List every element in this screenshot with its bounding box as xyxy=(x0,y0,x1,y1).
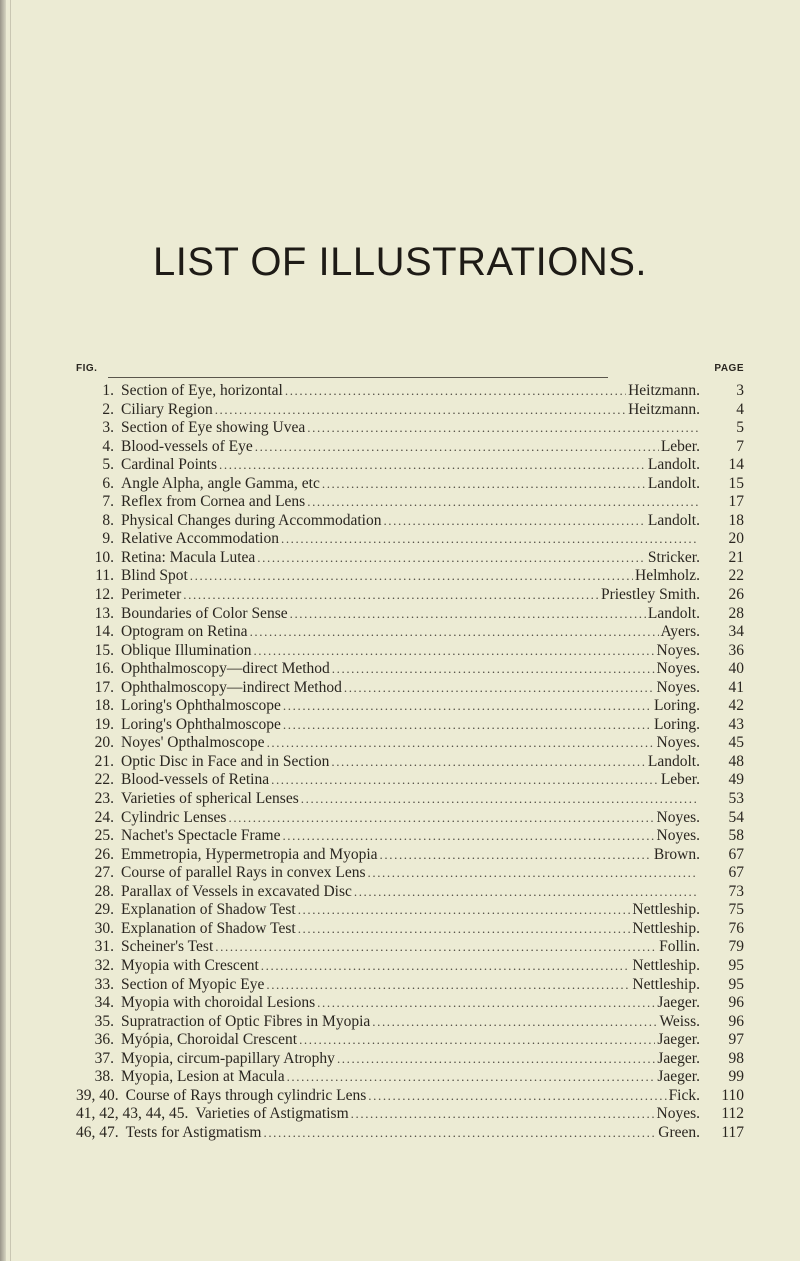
list-item xyxy=(76,493,744,512)
fig-number: 36. xyxy=(94,1031,114,1049)
illustration-source: Heitzmann. xyxy=(628,400,700,418)
dot-leader xyxy=(271,771,659,790)
list-item xyxy=(76,456,744,475)
column-headers xyxy=(76,362,744,376)
fig-number: 5. xyxy=(102,456,114,474)
page-number: 43 xyxy=(728,715,744,733)
fig-number: 8. xyxy=(102,511,114,529)
header-rule xyxy=(108,377,608,378)
list-item xyxy=(76,753,744,772)
page-column-header: PAGE xyxy=(714,363,744,374)
dot-leader xyxy=(283,716,652,735)
fig-number: 23. xyxy=(94,790,114,808)
list-item xyxy=(76,920,744,939)
list-item xyxy=(76,697,744,716)
illustration-source: Weiss. xyxy=(659,1012,700,1030)
page-edge-line xyxy=(10,0,11,1261)
illustration-title: Myopia with choroidal Lesions xyxy=(121,994,316,1012)
illustration-source: Brown. xyxy=(653,845,700,863)
page-number: 18 xyxy=(728,511,744,529)
list-item xyxy=(76,790,744,809)
dot-leader xyxy=(250,623,659,642)
dot-leader xyxy=(344,679,655,698)
fig-number: 34. xyxy=(94,994,114,1012)
list-item xyxy=(76,549,744,568)
list-item xyxy=(76,623,744,642)
list-item xyxy=(76,846,744,865)
fig-number: 41, 42, 43, 44, 45. xyxy=(76,1105,189,1123)
page-edge xyxy=(0,0,6,1261)
page-title: LIST OF ILLUSTRATIONS. xyxy=(152,240,648,284)
dot-leader xyxy=(331,753,646,772)
page-number: 36 xyxy=(728,641,744,659)
illustration-source: Noyes. xyxy=(656,641,700,659)
fig-number: 1. xyxy=(102,382,114,399)
illustration-title: Myopia, Lesion at Macula xyxy=(121,1068,285,1086)
illustration-source: Noyes. xyxy=(656,678,700,696)
illustration-source: Landolt. xyxy=(647,752,700,770)
illustration-source: Loring. xyxy=(653,715,700,733)
dot-leader xyxy=(383,512,645,531)
page-number: 28 xyxy=(728,604,744,622)
illustration-title: Nachet's Spectacle Frame xyxy=(121,827,281,845)
illustration-title: Varieties of Astigmatism xyxy=(195,1105,349,1123)
illustration-source: Loring. xyxy=(653,697,700,715)
list-item xyxy=(76,1105,744,1124)
page-number: 34 xyxy=(728,623,744,641)
illustration-source: Heitzmann. xyxy=(628,382,700,399)
page-number: 75 xyxy=(728,901,744,919)
page-number: 49 xyxy=(728,771,744,789)
dot-leader xyxy=(322,475,646,494)
fig-number: 11. xyxy=(95,567,114,585)
list-item xyxy=(76,586,744,605)
page-number: 76 xyxy=(728,919,744,937)
fig-number: 26. xyxy=(94,845,114,863)
illustration-source: Noyes. xyxy=(656,734,700,752)
illustration-source: Helmholz. xyxy=(635,567,700,585)
dot-leader xyxy=(298,901,631,920)
fig-number: 35. xyxy=(94,1012,114,1030)
fig-number: 7. xyxy=(102,493,114,511)
list-item xyxy=(76,679,744,698)
list-item xyxy=(76,883,744,902)
page-number: 21 xyxy=(728,548,744,566)
list-item xyxy=(76,1031,744,1050)
fig-number: 17. xyxy=(94,678,114,696)
dot-leader xyxy=(267,734,655,753)
illustration-title: Course of parallel Rays in convex Lens xyxy=(121,864,366,882)
dot-leader xyxy=(183,586,599,605)
page-number: 17 xyxy=(728,493,744,511)
illustration-title: Myopia with Crescent xyxy=(121,956,259,974)
illustration-source: Ayers. xyxy=(660,623,700,641)
dot-leader xyxy=(287,1068,656,1087)
list-item xyxy=(76,771,744,790)
illustration-title: Optic Disc in Face and in Section xyxy=(121,752,330,770)
illustration-source: Jaeger. xyxy=(657,1068,700,1086)
fig-number: 4. xyxy=(102,437,114,455)
page-number: 79 xyxy=(728,938,744,956)
fig-number: 21. xyxy=(94,752,114,770)
dot-leader xyxy=(285,382,626,401)
illustration-title: Noyes' Opthalmoscope xyxy=(121,734,265,752)
illustration-title: Course of Rays through cylindric Lens xyxy=(125,1086,367,1104)
fig-number: 30. xyxy=(94,919,114,937)
list-item xyxy=(76,475,744,494)
illustration-source: Landolt. xyxy=(647,604,700,622)
fig-number: 31. xyxy=(94,938,114,956)
dot-leader xyxy=(368,1087,666,1106)
illustration-title: Blind Spot xyxy=(121,567,188,585)
dot-leader xyxy=(301,790,698,809)
fig-column-header: FIG. xyxy=(76,363,98,374)
fig-number: 16. xyxy=(94,660,114,678)
list-item xyxy=(76,530,744,549)
page-number: 4 xyxy=(736,400,744,418)
fig-number: 37. xyxy=(94,1049,114,1067)
fig-number: 27. xyxy=(94,864,114,882)
fig-number: 9. xyxy=(102,530,114,548)
list-item xyxy=(76,1050,744,1069)
illustration-source: Stricker. xyxy=(647,548,700,566)
list-item xyxy=(76,957,744,976)
fig-number: 13. xyxy=(94,604,114,622)
page-number: 15 xyxy=(728,474,744,492)
fig-number: 2. xyxy=(102,400,114,418)
dot-leader xyxy=(332,660,655,679)
dot-leader xyxy=(261,957,631,976)
dot-leader xyxy=(219,456,646,475)
fig-number: 39, 40. xyxy=(76,1086,119,1104)
fig-number: 15. xyxy=(94,641,114,659)
illustration-title: Scheiner's Test xyxy=(121,938,214,956)
list-item xyxy=(76,864,744,883)
fig-number: 38. xyxy=(94,1068,114,1086)
illustration-title: Loring's Ophthalmoscope xyxy=(121,715,281,733)
illustration-title: Oblique Illumination xyxy=(121,641,252,659)
illustration-source: Follin. xyxy=(659,938,700,956)
dot-leader xyxy=(253,642,654,661)
page-number: 41 xyxy=(728,678,744,696)
dot-leader xyxy=(281,530,698,549)
dot-leader xyxy=(215,401,626,420)
list-item xyxy=(76,438,744,457)
illustration-source: Priestley Smith. xyxy=(600,586,700,604)
illustration-title: Relative Accommodation xyxy=(121,530,279,548)
illustration-title: Section of Eye, horizontal xyxy=(121,382,283,399)
fig-number: 6. xyxy=(102,474,114,492)
list-item xyxy=(76,994,744,1013)
fig-number: 14. xyxy=(94,623,114,641)
list-item xyxy=(76,382,744,401)
illustration-source: Jaeger. xyxy=(657,1049,700,1067)
fig-number: 25. xyxy=(94,827,114,845)
illustration-title: Perimeter xyxy=(121,586,182,604)
list-item xyxy=(76,605,744,624)
page-number: 95 xyxy=(728,975,744,993)
page-number: 48 xyxy=(728,752,744,770)
list-item xyxy=(76,976,744,995)
illustration-source: Landolt. xyxy=(647,456,700,474)
page-number: 42 xyxy=(728,697,744,715)
list-item xyxy=(76,642,744,661)
list-item xyxy=(76,1087,744,1106)
fig-number: 29. xyxy=(94,901,114,919)
illustration-title: Loring's Ophthalmoscope xyxy=(121,697,281,715)
fig-number: 46, 47. xyxy=(76,1123,119,1141)
illustration-title: Ophthalmoscopy—direct Method xyxy=(121,660,330,678)
dot-leader xyxy=(255,438,659,457)
page-number: 117 xyxy=(721,1123,744,1141)
fig-number: 20. xyxy=(94,734,114,752)
page-number: 96 xyxy=(728,1012,744,1030)
fig-number: 24. xyxy=(94,808,114,826)
fig-number: 18. xyxy=(94,697,114,715)
list-item xyxy=(76,1124,744,1143)
illustration-title: Ophthalmoscopy—indirect Method xyxy=(121,678,342,696)
fig-number: 12. xyxy=(94,586,114,604)
page-number: 110 xyxy=(721,1086,744,1104)
illustration-source: Noyes. xyxy=(656,808,700,826)
page-number: 14 xyxy=(728,456,744,474)
illustration-title: Myopia, circum-papillary Atrophy xyxy=(121,1049,335,1067)
list-item xyxy=(76,1013,744,1032)
dot-leader xyxy=(372,1013,657,1032)
illustration-source: Noyes. xyxy=(656,660,700,678)
page-number: 73 xyxy=(728,882,744,900)
illustration-title: Ciliary Region xyxy=(121,400,213,418)
dot-leader xyxy=(257,549,646,568)
illustration-title: Reflex from Cornea and Lens xyxy=(121,493,306,511)
dot-leader xyxy=(368,864,699,883)
dot-leader xyxy=(354,883,698,902)
page-number: 58 xyxy=(728,827,744,845)
illustration-title: Emmetropia, Hypermetropia and Myopia xyxy=(121,845,378,863)
fig-number: 10. xyxy=(94,548,114,566)
page-number: 99 xyxy=(728,1068,744,1086)
illustration-source: Jaeger. xyxy=(657,1031,700,1049)
illustration-title: Explanation of Shadow Test xyxy=(121,901,296,919)
dot-leader xyxy=(307,419,698,438)
page-number: 40 xyxy=(728,660,744,678)
dot-leader xyxy=(190,567,633,586)
page-number: 45 xyxy=(728,734,744,752)
page-number: 54 xyxy=(728,808,744,826)
entries-list xyxy=(76,382,744,1142)
illustration-title: Cardinal Points xyxy=(121,456,218,474)
fig-number: 32. xyxy=(94,956,114,974)
illustration-title: Blood-vessels of Eye xyxy=(121,437,253,455)
page-number: 97 xyxy=(728,1031,744,1049)
page-number: 53 xyxy=(728,790,744,808)
illustration-source: Leber. xyxy=(660,437,700,455)
dot-leader xyxy=(283,697,652,716)
dot-leader xyxy=(263,1124,656,1143)
illustration-title: Section of Eye showing Uvea xyxy=(121,419,306,437)
illustration-source: Noyes. xyxy=(656,1105,700,1123)
page-number: 112 xyxy=(721,1105,744,1123)
dot-leader xyxy=(282,827,654,846)
dot-leader xyxy=(228,809,654,828)
illustration-source: Nettleship. xyxy=(632,901,700,919)
fig-number: 19. xyxy=(94,715,114,733)
illustration-source: Fick. xyxy=(668,1086,700,1104)
fig-number: 28. xyxy=(94,882,114,900)
dot-leader xyxy=(266,976,630,995)
illustration-title: Optogram on Retina xyxy=(121,623,248,641)
illustration-source: Nettleship. xyxy=(632,956,700,974)
illustration-source: Nettleship. xyxy=(632,975,700,993)
illustration-title: Explanation of Shadow Test xyxy=(121,919,296,937)
dot-leader xyxy=(299,1031,655,1050)
fig-number: 22. xyxy=(94,771,114,789)
dot-leader xyxy=(337,1050,655,1069)
illustration-source: Jaeger. xyxy=(657,994,700,1012)
dot-leader xyxy=(307,493,698,512)
illustration-source: Landolt. xyxy=(647,511,700,529)
illustration-title: Supratraction of Optic Fibres in Myopia xyxy=(121,1012,371,1030)
list-item xyxy=(76,901,744,920)
illustration-title: Myópia, Choroidal Crescent xyxy=(121,1031,298,1049)
list-item xyxy=(76,567,744,586)
page-number: 26 xyxy=(728,586,744,604)
illustration-title: Physical Changes during Accommodation xyxy=(121,511,382,529)
illustration-title: Tests for Astigmatism xyxy=(125,1123,262,1141)
dot-leader xyxy=(215,938,657,957)
page-number: 95 xyxy=(728,956,744,974)
page-number: 67 xyxy=(728,845,744,863)
page-number: 98 xyxy=(728,1049,744,1067)
list-item xyxy=(76,1068,744,1087)
page-number: 5 xyxy=(736,419,744,437)
dot-leader xyxy=(317,994,655,1013)
page-number: 96 xyxy=(728,994,744,1012)
page-number: 22 xyxy=(728,567,744,585)
illustration-title: Blood-vessels of Retina xyxy=(121,771,270,789)
fig-number: 3. xyxy=(102,419,114,437)
illustration-title: Boundaries of Color Sense xyxy=(121,604,288,622)
illustration-title: Angle Alpha, angle Gamma, etc xyxy=(121,474,320,492)
list-item xyxy=(76,734,744,753)
page-number: 20 xyxy=(728,530,744,548)
list-item xyxy=(76,827,744,846)
list-item xyxy=(76,419,744,438)
illustration-title: Parallax of Vessels in excavated Disc xyxy=(121,882,352,900)
illustration-source: Noyes. xyxy=(656,827,700,845)
illustration-title: Section of Myopic Eye xyxy=(121,975,265,993)
illustration-source: Green. xyxy=(658,1123,700,1141)
dot-leader xyxy=(351,1105,655,1124)
dot-leader xyxy=(290,605,646,624)
list-item xyxy=(76,660,744,679)
illustration-title: Retina: Macula Lutea xyxy=(121,548,256,566)
page-number: 7 xyxy=(736,437,744,455)
list-item xyxy=(76,809,744,828)
illustration-source: Leber. xyxy=(660,771,700,789)
list-item xyxy=(76,716,744,735)
list-item xyxy=(76,512,744,531)
list-item xyxy=(76,401,744,420)
illustration-source: Landolt. xyxy=(647,474,700,492)
list-item xyxy=(76,938,744,957)
illustration-source: Nettleship. xyxy=(632,919,700,937)
illustration-title: Varieties of spherical Lenses xyxy=(121,790,299,808)
illustration-title: Cylindric Lenses xyxy=(121,808,227,826)
page-number: 67 xyxy=(728,864,744,882)
fig-number: 33. xyxy=(94,975,114,993)
dot-leader xyxy=(380,846,652,865)
dot-leader xyxy=(298,920,631,939)
page-number: 3 xyxy=(736,382,744,399)
illustrations-table xyxy=(76,362,744,1142)
